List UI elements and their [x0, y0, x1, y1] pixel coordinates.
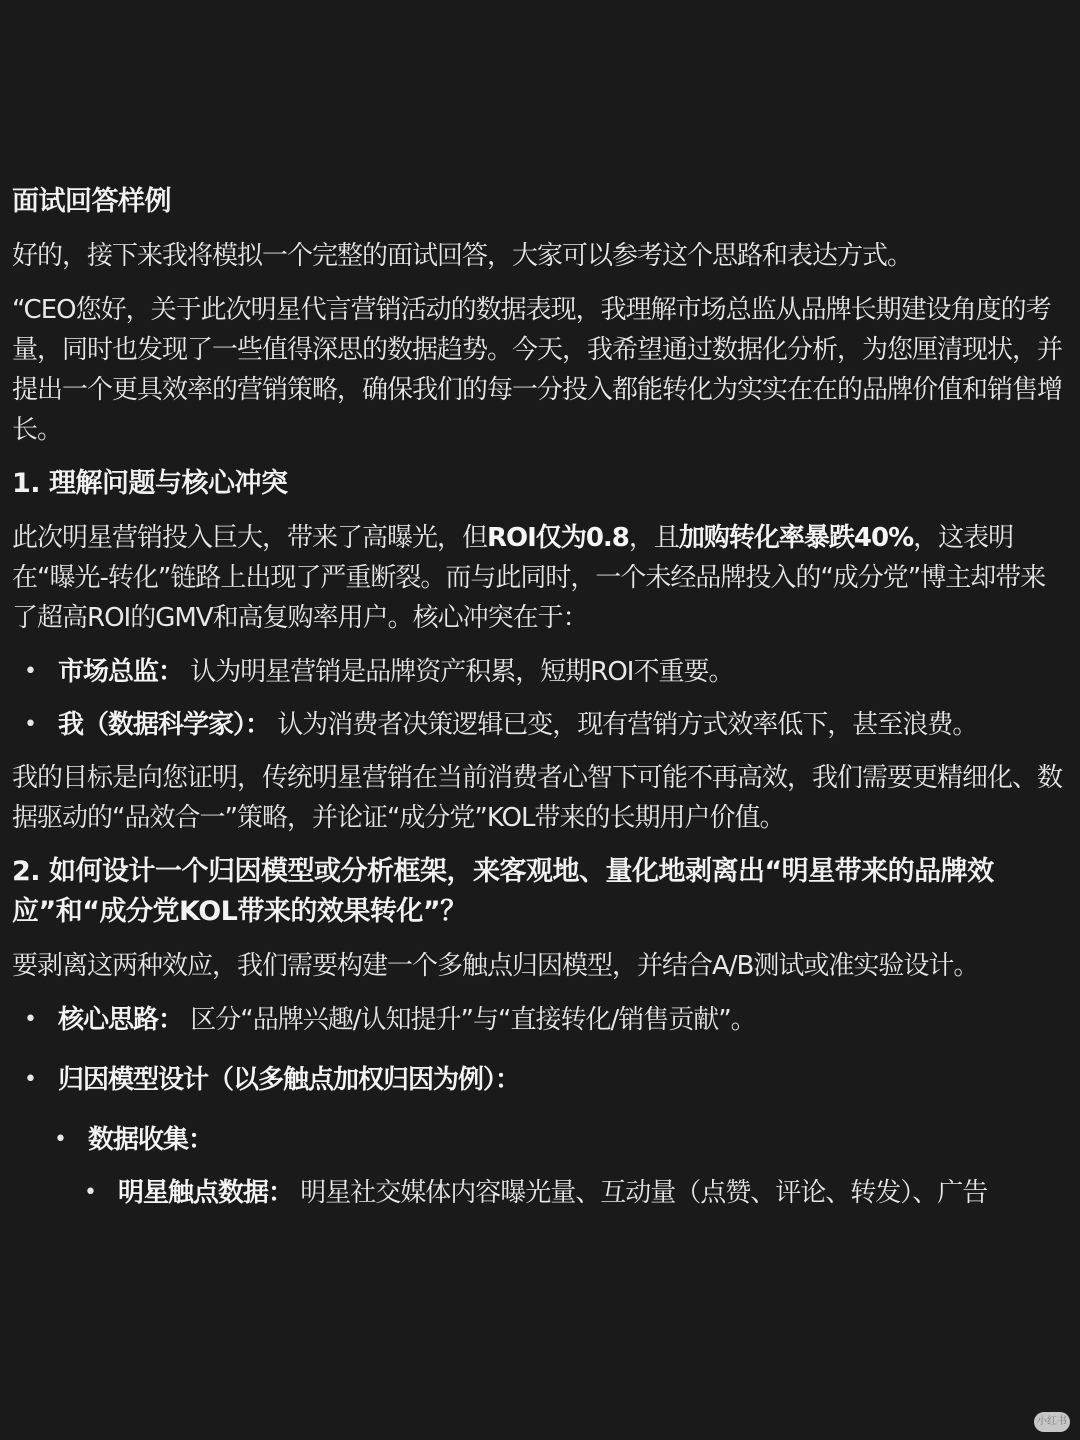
list-item-text: 认为明星营销是品牌资产积累，短期ROI不重要。 [183, 657, 734, 687]
bullet-icon: • [84, 1180, 96, 1205]
list-item-label: 数据收集： [88, 1125, 214, 1155]
conversion-highlight: 加购转化率暴跌40% [678, 523, 914, 553]
quote-paragraph: “CEO您好，关于此次明星代言营销活动的数据表现，我理解市场总监从品牌长期建设角度的考量，同时也发现了一些值得深思的数据趋势。今天，我希望通过数据化分析，为您厘清现状，并提出一个更具效率的营销策略，确保我们的每一分投入都能转化为实实在在的品牌价值和销售增长。 [12, 295, 1063, 445]
goal-paragraph: 我的目标是向您证明，传统明星营销在当前消费者心智下可能不再高效，我们需要更精细化、数据驱动的“品效合一”策略，并论证“成分党”KOL带来的长期用户价值。 [12, 763, 1063, 833]
conflict-paragraph [12, 518, 1062, 638]
list-item-label: 市场总监： [58, 657, 184, 687]
roi-highlight: ROI仅为0.8 [487, 523, 629, 553]
list-item-label: 明星触点数据： [118, 1178, 294, 1208]
conflict-list [12, 652, 1062, 745]
list-item-text: 认为消费者决策逻辑已变，现有营销方式效率低下，甚至浪费。 [270, 710, 978, 740]
paragraph-text: 此次明星营销投入巨大，带来了高曝光，但 [12, 523, 488, 553]
bullet-icon: • [24, 1067, 36, 1092]
list-item [12, 652, 1062, 692]
list-item-data-collection [12, 1120, 1062, 1160]
list-item-text: 区分“品牌兴趣/认知提升”与“直接转化/销售贡献”。 [183, 1005, 756, 1035]
heading-understand-conflict: 1. 理解问题与核心冲突 [12, 468, 288, 499]
bullet-icon: • [24, 1007, 36, 1032]
framework-list [12, 1000, 1062, 1213]
list-item-star-data [12, 1173, 1062, 1213]
paragraph-text: ，这表明在“曝光-转化”链路上出现了严重断裂。而与此同时，一个未经品牌投入的“成分党”博主却带来了超高ROI的GMV和高复购率用户。核心冲突在于： [12, 523, 1046, 633]
list-item-core-idea [12, 1000, 1062, 1040]
watermark-logo: 小红书 [1034, 1412, 1070, 1432]
list-item [12, 705, 1062, 745]
list-item-label: 我（数据科学家）： [58, 710, 271, 740]
heading-attribution-model: 2. 如何设计一个归因模型或分析框架，来客观地、量化地剥离出“明星带来的品牌效应”和“成分党KOL带来的效果转化”？ [12, 856, 994, 927]
list-item-label: 归因模型设计（以多触点加权归因为例）： [58, 1065, 521, 1095]
list-item-model-design [12, 1060, 1062, 1100]
attribution-intro-paragraph: 要剥离这两种效应，我们需要构建一个多触点归因模型，并结合A/B测试或准实验设计。 [12, 951, 979, 981]
list-item-text: 明星社交媒体内容曝光量、互动量（点赞、评论、转发）、广告 [293, 1178, 988, 1208]
bullet-icon: • [24, 712, 36, 737]
bullet-icon: • [24, 659, 36, 684]
list-item-label: 核心思路： [58, 1005, 184, 1035]
document-content [12, 182, 1062, 1226]
section-title: 面试回答样例 [12, 186, 171, 217]
intro-paragraph: 好的，接下来我将模拟一个完整的面试回答，大家可以参考这个思路和表达方式。 [12, 241, 913, 271]
paragraph-text: ，且 [628, 523, 679, 553]
bullet-icon: • [54, 1127, 66, 1152]
